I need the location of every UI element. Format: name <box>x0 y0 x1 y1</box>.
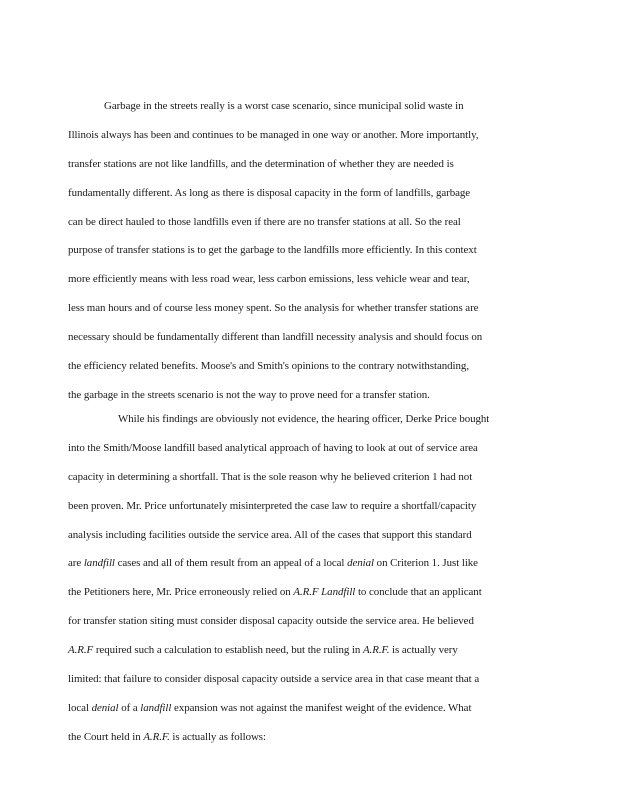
text-line: capacity in determining a shortfall. That is the sole reason why he believed criterion 1 had not <box>68 470 473 483</box>
italic-text: A.R.F. <box>362 644 390 657</box>
text-line: the efficiency related benefits. Moose's and Smith's opinions to the contrary notwithstanding, <box>68 360 469 373</box>
paragraph-2 <box>68 405 538 752</box>
text-line: Garbage in the streets really is a worst case scenario, since municipal solid waste in <box>104 100 464 112</box>
text-line: necessary should be fundamentally different than landfill necessity analysis and should focus on <box>68 331 483 344</box>
italic-text: landfill <box>83 557 115 570</box>
text-line: the Court held in A.R.F. is actually as follows: <box>68 730 266 743</box>
text-line: fundamentally different. As long as there is disposal capacity in the form of landfills, garbage <box>68 186 471 199</box>
text-line: transfer stations are not like landfills, and the determination of whether they are needed is <box>68 157 454 170</box>
text-line: While his findings are obviously not evidence, the hearing officer, Derke Price bought <box>118 413 490 425</box>
text-line: local denial of a landfill expansion was not against the manifest weight of the evidence. What <box>68 701 472 714</box>
text-line: purpose of transfer stations is to get the garbage to the landfills more efficiently. In this context <box>68 244 477 257</box>
paragraph-1 <box>68 92 538 410</box>
text-line: analysis including facilities outside the service area. All of the cases that support this standard <box>68 528 472 541</box>
text-line: Illinois always has been and continues to be managed in one way or another. More importantly, <box>68 128 479 141</box>
text-line: more efficiently means with less road wear, less carbon emissions, less vehicle wear and tear, <box>68 273 470 286</box>
italic-text: A.R.F <box>68 644 94 657</box>
italic-text: landfill <box>140 701 172 714</box>
text-line: the garbage in the streets scenario is not the way to prove need for a transfer station. <box>68 388 430 401</box>
text-line: into the Smith/Moose landfill based analytical approach of having to look at out of service area <box>68 441 478 454</box>
text-line: less man hours and of course less money spent. So the analysis for whether transfer stations are <box>68 302 479 315</box>
italic-text: A.R.F Landfill <box>293 586 356 599</box>
text-line: A.R.F required such a calculation to establish need, but the ruling in A.R.F. is actually very <box>68 644 458 657</box>
italic-text: A.R.F. <box>143 730 170 743</box>
text-line: for transfer station siting must consider disposal capacity outside the service area. He believed <box>68 615 474 628</box>
text-line: the Petitioners here, Mr. Price erroneously relied on A.R.F Landfill to conclude that an applicant <box>68 586 482 599</box>
italic-text: denial <box>91 701 119 714</box>
text-line: are landfill cases and all of them result from an appeal of a local denial on Criterion 1. Just like <box>68 557 478 570</box>
text-line: been proven. Mr. Price unfortunately misinterpreted the case law to require a shortfall/capacity <box>68 499 477 512</box>
italic-text: denial <box>347 557 374 570</box>
text-line: can be direct hauled to those landfills even if there are no transfer stations at all. So the real <box>68 215 461 228</box>
text-line: limited: that failure to consider disposal capacity outside a service area in that case meant that a <box>68 673 480 686</box>
